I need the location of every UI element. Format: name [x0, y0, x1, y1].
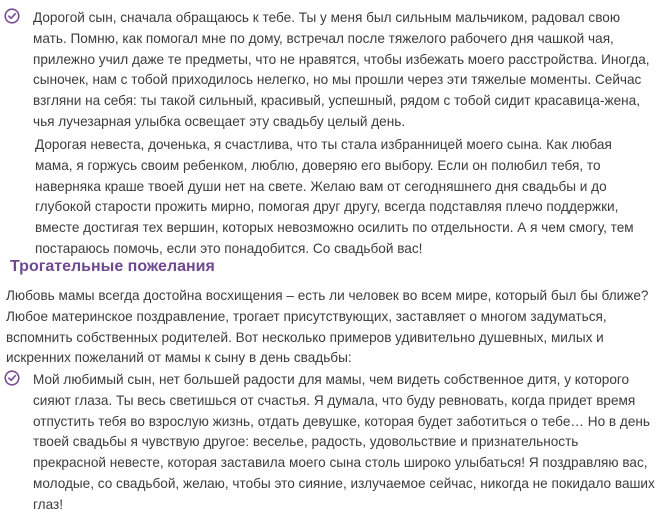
check-circle-icon — [4, 370, 20, 386]
wish-paragraph-2: Мой любимый сын, нет большей радости для мамы, чем видеть собственное дитя, у которого сияют глаза. Ты весь светишься от счастья. Я думала, что буду ревновать, когда придет время отпустить тебя во взрослую жизнь, отдать девушке, которая будет заботиться о тебе… Но в день твоей свадьбы я чувствую другое: веселье, радость, удовольствие и признательность прекрасной невесте, которая заставила моего сына столь широко улыбаться! Я поздравляю вас, молодые, со свадьбой, желаю, чтобы это сияние, излучаемое сейчас, никогда не покидало ваших глаз! — [33, 372, 655, 512]
wish-paragraph-1: Дорогой сын, сначала обращаюсь к тебе. Ты у меня был сильным мальчиком, радовал свою мать. Помню, как помогал мне по дому, встречал после тяжелого рабочего дня чашкой чая, прилежно учил даже те предметы, что не нравятся, чтобы избежать моего расстройства. Иногда, сыночек, нам с тобой приходилось нелегко, но мы прошли через эти тяжелые моменты. Сейчас взгляни на себя: ты такой сильный, красивый, успешный, рядом с тобой сидит красавица-жена, чья лучезарная улыбка освещает эту свадьбу целый день. — [33, 10, 650, 129]
intro-paragraph: Любовь мамы всегда достойна восхищения – есть ли человек во всем мире, который был бы ближе? Любое материнское поздравление, трогает присутствующих, заставляет о многом задуматься, вспомнить собственных родителей. Вот несколько примеров удивительно душевных, милых и искренних пожеланий от мамы к сыну в день свадьбы: — [6, 288, 649, 366]
check-circle-icon — [4, 8, 20, 24]
section-heading: Трогательные пожелания — [10, 258, 215, 275]
wish-paragraph-1-continuation: Дорогая невеста, доченька, я счастлива, что ты стала избранницей моего сына. Как любая мама, я горжусь своим ребенком, люблю, доверяю его выбору. Если он полюбил тебя, то наверняка краше твоей души нет на свете. Желаю вам от сегодняшнего дня свадьбы и до глубокой старости прожить мирно, помогая друг другу, всегда подставляя плечо поддержки, вместе достигая тех вершин, которых невозможно осилить по отдельности. А я чем смогу, тем постараюсь помочь, если это понадобится. Со свадьбой вас! — [35, 137, 634, 256]
